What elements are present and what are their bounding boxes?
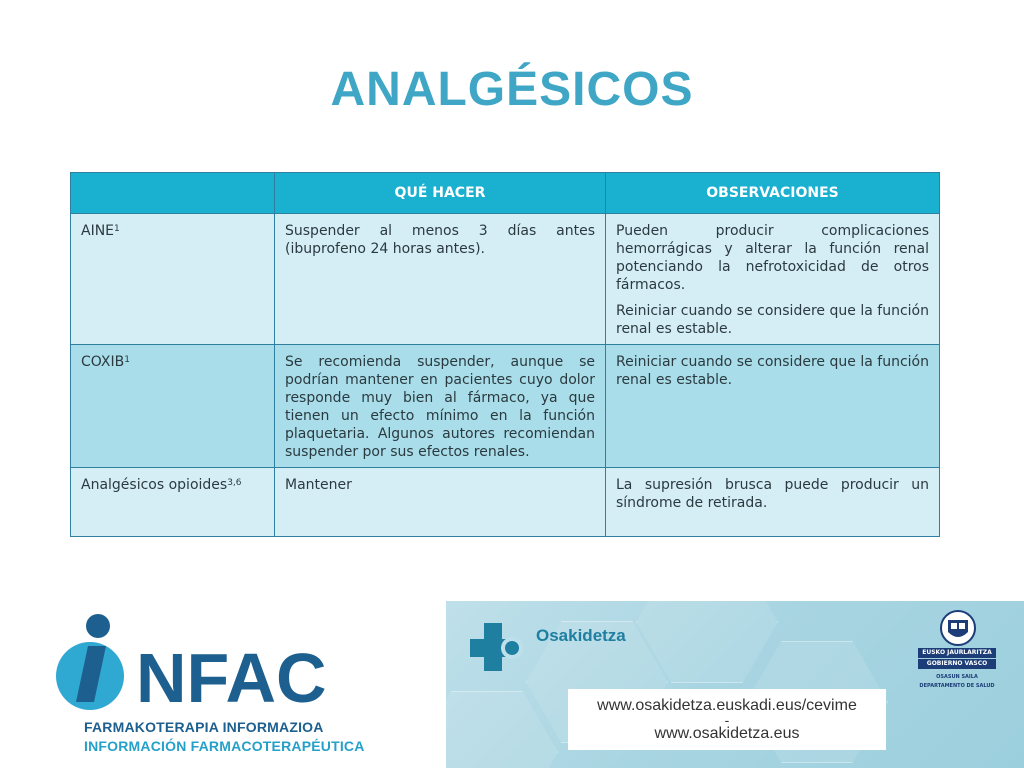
observation-text: Reiniciar cuando se considere que la función renal es estable. bbox=[616, 303, 929, 337]
reference-superscript: 1 bbox=[124, 355, 130, 365]
infac-i-dot-icon bbox=[86, 614, 110, 638]
observation-text: La supresión brusca puede producir un síndrome de retirada. bbox=[616, 477, 929, 511]
infac-logo bbox=[44, 612, 384, 712]
osakidetza-cross-icon bbox=[470, 617, 530, 677]
url-separator: - bbox=[724, 712, 730, 728]
what-to-do-cell: Mantener bbox=[275, 468, 606, 537]
table-row bbox=[71, 214, 940, 345]
drug-cell bbox=[71, 468, 275, 537]
table-row bbox=[71, 468, 940, 537]
infac-tagline-spanish: INFORMACIÓN FARMACOTERAPÉUTICA bbox=[84, 738, 365, 754]
observations-cell bbox=[606, 345, 940, 468]
observations-cell bbox=[606, 468, 940, 537]
table-header-row bbox=[71, 173, 940, 214]
header-drug bbox=[71, 173, 275, 214]
reference-superscript: 3,6 bbox=[227, 478, 242, 488]
gobierno-vasco-logo bbox=[918, 610, 996, 702]
url-box bbox=[568, 689, 886, 750]
coat-of-arms-icon bbox=[936, 610, 980, 646]
observation-text: Pueden producir complicaciones hemorrágicas y alterar la función renal potenciando la nefrotoxicidad de otros fármacos. bbox=[616, 223, 929, 293]
drug-name: AINE bbox=[81, 223, 115, 239]
osakidetza-url-link[interactable]: www.osakidetza.eus bbox=[654, 725, 800, 742]
what-to-do-cell: Se recomienda suspender, aunque se podrían mantener en pacientes cuyo dolor responde muy bien al fármaco, ya que tienen un efecto mínimo en la función plaquetaria. Algunos autores recomiendan suspender por sus efectos renales. bbox=[275, 345, 606, 468]
slide-title: ANALGÉSICOS bbox=[330, 63, 694, 116]
reference-superscript: 1 bbox=[114, 224, 120, 234]
gobierno-dept-spanish: DEPARTAMENTO DE SALUD bbox=[919, 683, 995, 689]
header-observations: OBSERVACIONES bbox=[606, 173, 940, 214]
drug-cell bbox=[71, 345, 275, 468]
drug-cell bbox=[71, 214, 275, 345]
table-row bbox=[71, 345, 940, 468]
header-what-to-do: QUÉ HACER bbox=[275, 173, 606, 214]
analgesics-table bbox=[70, 172, 940, 537]
drug-name: COXIB bbox=[81, 354, 125, 370]
observation-text: Reiniciar cuando se considere que la función renal es estable. bbox=[616, 354, 929, 388]
gobierno-band-spanish: GOBIERNO VASCO bbox=[918, 659, 996, 669]
observations-cell bbox=[606, 214, 940, 345]
what-to-do-cell: Suspender al menos 3 días antes (ibuprofeno 24 horas antes). bbox=[275, 214, 606, 345]
cevime-url-link[interactable]: www.osakidetza.euskadi.eus/cevime bbox=[597, 697, 857, 714]
osakidetza-name: Osakidetza bbox=[536, 626, 626, 645]
gobierno-dept-basque: OSASUN SAILA bbox=[936, 674, 978, 680]
infac-logo-text: NFAC bbox=[136, 639, 327, 712]
drug-name: Analgésicos opioides bbox=[81, 477, 228, 493]
infac-tagline-basque: FARMAKOTERAPIA INFORMAZIOA bbox=[84, 719, 324, 735]
gobierno-band-basque: EUSKO JAURLARITZA bbox=[918, 648, 996, 658]
